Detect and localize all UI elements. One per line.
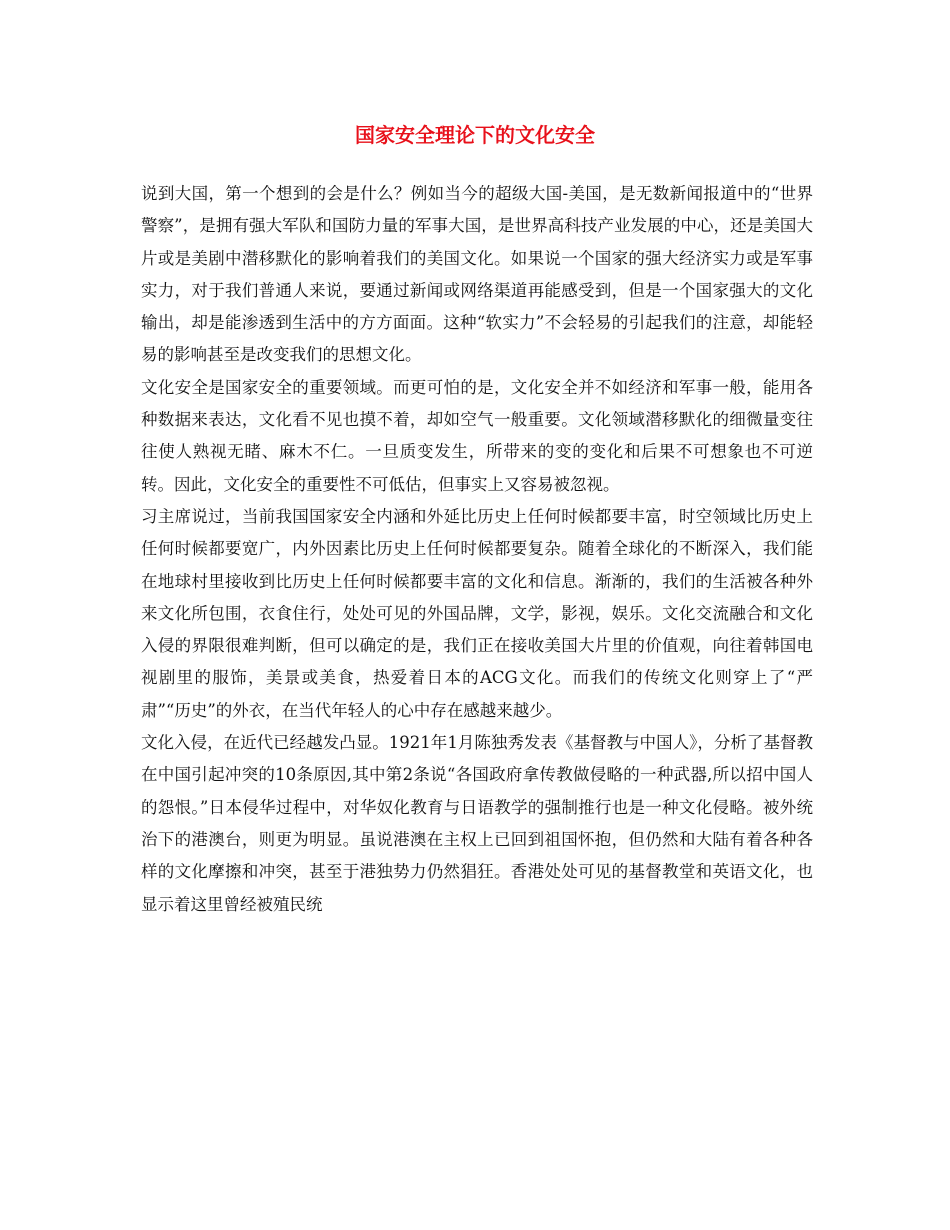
- paragraph-1: 说到大国，第一个想到的会是什么？例如当今的超级大国-美国，是无数新闻报道中的“世界警察”，是拥有强大军队和国防力量的军事大国，是世界高科技产业发展的中心，还是美国大片或是美剧中潜移默化的影响着我们的美国文化。如果说一个国家的强大经济实力或是军事实力，对于我们普通人来说，要通过新闻或网络渠道再能感受到，但是一个国家强大的文化输出，却是能渗透到生活中的方方面面。这种“软实力”不会轻易的引起我们的注意，却能轻易的影响甚至是改变我们的思想文化。: [141, 184, 813, 365]
- paragraph-4: 文化入侵，在近代已经越发凸显。1921年1月陈独秀发表《基督教与中国人》，分析了基督教在中国引起冲突的10条原因,其中第2条说“各国政府拿传教做侵略的一种武器,所以招中国人的怨恨。”日本侵华过程中，对华奴化教育与日语教学的强制推行也是一种文化侵略。被外统治下的港澳台，则更为明显。虽说港澳在主权上已回到祖国怀抱，但仍然和大陆有着各种各样的文化摩擦和冲突，甚至于港独势力仍然猖狂。香港处处可见的基督教堂和英语文化，也显示着这里曾经被殖民统: [141, 733, 813, 914]
- document-title: 国家安全理论下的文化安全: [355, 123, 595, 147]
- paragraph-2: 文化安全是国家安全的重要领域。而更可怕的是，文化安全并不如经济和军事一般，能用各种数据来表达，文化看不见也摸不着，却如空气一般重要。文化领域潜移默化的细微量变往往使人熟视无睹、麻木不仁。一旦质变发生，所带来的变的变化和后果不可想象也不可逆转。因此，文化安全的重要性不可低估，但事实上又容易被忽视。: [141, 377, 813, 494]
- paragraph-3: 习主席说过，当前我国国家安全内涵和外延比历史上任何时候都要丰富，时空领域比历史上任何时候都要宽广，内外因素比历史上任何时候都要复杂。随着全球化的不断深入，我们能在地球村里接收到比历史上任何时候都要丰富的文化和信息。渐渐的，我们的生活被各种外来文化所包围，衣食住行，处处可见的外国品牌，文学，影视，娱乐。文化交流融合和文化入侵的界限很难判断，但可以确定的是，我们正在接收美国大片里的价值观，向往着韩国电视剧里的服饰，美景或美食，热爱着日本的ACG文化。而我们的传统文化则穿上了“严肃”“历史”的外衣，在当代年轻人的心中存在感越来越少。: [141, 506, 813, 720]
- document-body: [141, 178, 813, 921]
